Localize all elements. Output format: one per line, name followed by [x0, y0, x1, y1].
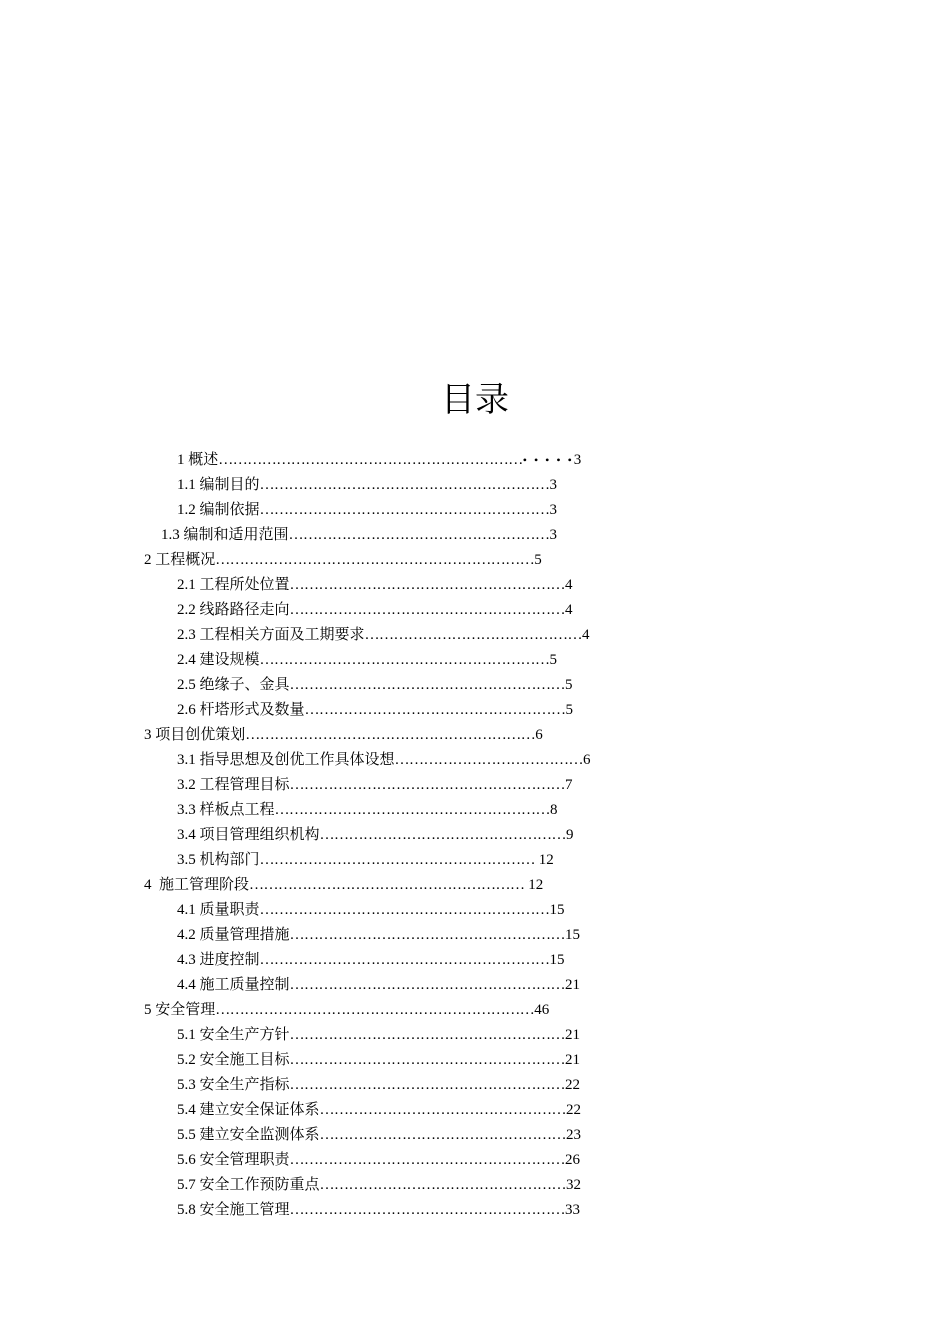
- toc-entry-page: 6: [535, 727, 543, 743]
- toc-entry-label: 5 安全管理: [144, 1002, 216, 1018]
- toc-title: 目录: [441, 380, 509, 420]
- toc-entry-page: 33: [565, 1202, 581, 1218]
- toc-entry-label: 4.3 进度控制: [177, 952, 260, 968]
- toc-entry-5-2[interactable]: [177, 1048, 580, 1073]
- toc-entry-3-5[interactable]: [177, 848, 554, 873]
- toc-entry-label: 1 概述: [177, 452, 219, 468]
- toc-entry-leader: ……………………………………………………: [259, 652, 550, 668]
- toc-entry-leader: …………………………………………………: [289, 602, 566, 618]
- toc-entry-label: 2.1 工程所处位置: [177, 577, 290, 593]
- toc-entry-page: 4: [582, 627, 590, 643]
- toc-entry-label: 2.3 工程相关方面及工期要求: [177, 627, 365, 643]
- toc-entry-4-1[interactable]: [177, 898, 565, 923]
- toc-entry-leader: …………………………………………………: [259, 852, 536, 868]
- toc-entry-3-4[interactable]: [177, 823, 574, 848]
- toc-entry-label: 5.2 安全施工目标: [177, 1052, 290, 1068]
- toc-entry-leader: ……………………………………………………: [259, 477, 550, 493]
- toc-entry-2-6[interactable]: [177, 698, 573, 723]
- toc-entry-page: 12: [535, 852, 554, 868]
- toc-entry-page: 26: [565, 1152, 581, 1168]
- toc-entry-1-1[interactable]: [177, 473, 557, 498]
- toc-entry-leader: …………………………………………………: [289, 1052, 566, 1068]
- toc-entry-5-5[interactable]: [177, 1123, 581, 1148]
- toc-entry-5-3[interactable]: [177, 1073, 580, 1098]
- toc-entry-label: 5.4 建立安全保证体系: [177, 1102, 320, 1118]
- toc-entry-leader: ………………………………………………: [304, 702, 566, 718]
- toc-entry-label: 4 施工管理阶段: [144, 877, 250, 893]
- toc-entry-leader: …………………………………………………: [249, 877, 525, 893]
- toc-entry-label: 3.2 工程管理目标: [177, 777, 290, 793]
- toc-entry-1[interactable]: [177, 448, 581, 473]
- toc-entry-3-2[interactable]: [177, 773, 573, 798]
- toc-entry-5-8[interactable]: [177, 1198, 580, 1223]
- toc-entry-page: 12: [524, 877, 544, 893]
- toc-entry-5-7[interactable]: [177, 1173, 581, 1198]
- toc-entry-label: 4.1 质量职责: [177, 902, 260, 918]
- toc-entry-leader: ……………………………………………………: [259, 952, 550, 968]
- toc-entry-leader: …………………………………: [394, 752, 584, 768]
- toc-entry-page: 32: [566, 1177, 582, 1193]
- toc-entry-leader: …………………………………………………: [289, 1202, 566, 1218]
- toc-entry-leader: …………………………………………………: [289, 777, 566, 793]
- toc-entry-leader: ……………………………………………………: [245, 727, 536, 743]
- toc-entry-page: 6: [583, 752, 591, 768]
- toc-entry-label: 3 项目创优策划: [144, 727, 246, 743]
- toc-entry-label: 5.3 安全生产指标: [177, 1077, 290, 1093]
- toc-entry-page: 5: [549, 652, 558, 668]
- toc-entry-label: 3.5 机构部门: [177, 852, 260, 868]
- toc-entry-leader: ……………………………………………………: [259, 502, 550, 518]
- toc-entry-label: 2.6 杆塔形式及数量: [177, 702, 305, 718]
- toc-entry-1-3[interactable]: [161, 523, 557, 548]
- toc-entry-label: 3.1 指导思想及创优工作具体设想: [177, 752, 395, 768]
- toc-entry-page: 3: [549, 527, 558, 543]
- toc-entry-page: 4: [565, 602, 573, 618]
- toc-entry-5-4[interactable]: [177, 1098, 581, 1123]
- toc-entry-3[interactable]: [144, 723, 543, 748]
- toc-entry-dots: • • • • •: [522, 453, 574, 467]
- toc-entry-leader: ………………………………………: [364, 627, 583, 643]
- toc-entry-label: 2.5 绝缘子、金具: [177, 677, 290, 693]
- toc-entry-1-2[interactable]: [177, 498, 557, 523]
- toc-entry-page: 4: [565, 577, 573, 593]
- toc-entry-label: 5.5 建立安全监测体系: [177, 1127, 320, 1143]
- toc-entry-page: 21: [565, 1052, 581, 1068]
- toc-entry-3-1[interactable]: [177, 748, 591, 773]
- toc-entry-2-1[interactable]: [177, 573, 573, 598]
- toc-entry-leader: …………………………………………………: [289, 927, 566, 943]
- toc-entry-leader: …………………………………………………: [289, 677, 566, 693]
- toc-entry-leader: …………………………………………………: [289, 1152, 566, 1168]
- toc-entry-page: 8: [550, 802, 558, 818]
- toc-entry-label: 1.2 编制依据: [177, 502, 260, 518]
- toc-entry-page: 5: [565, 702, 574, 718]
- toc-entry-page: 46: [534, 1002, 550, 1018]
- toc-entry-page: 3: [549, 477, 558, 493]
- toc-entry-leader: ………………………………………………: [288, 527, 550, 543]
- toc-entry-page: 9: [566, 827, 574, 843]
- toc-entry-leader: …………………………………………………: [274, 802, 551, 818]
- toc-entry-label: 4.4 施工质量控制: [177, 977, 290, 993]
- toc-entry-leader: …………………………………………………: [289, 1077, 566, 1093]
- toc-entry-leader: ………………………………………………………: [218, 452, 523, 468]
- toc-entry-label: 5.6 安全管理职责: [177, 1152, 290, 1168]
- toc-entry-leader: ……………………………………………: [319, 1127, 567, 1143]
- toc-entry-leader: ……………………………………………: [319, 827, 567, 843]
- toc-entry-page: 21: [565, 977, 581, 993]
- toc-entry-page: 21: [565, 1027, 581, 1043]
- toc-entry-leader: …………………………………………………: [289, 577, 566, 593]
- toc-entry-label: 5.7 安全工作预防重点: [177, 1177, 320, 1193]
- toc-entry-4-3[interactable]: [177, 948, 565, 973]
- toc-entry-5[interactable]: [144, 998, 549, 1023]
- toc-entry-2-4[interactable]: [177, 648, 557, 673]
- toc-entry-4[interactable]: [144, 873, 543, 898]
- toc-entry-leader: …………………………………………………………: [215, 552, 535, 568]
- toc-entry-leader: …………………………………………………: [289, 1027, 566, 1043]
- toc-entry-page: 5: [534, 552, 542, 568]
- toc-entry-leader: ……………………………………………: [319, 1177, 567, 1193]
- toc-entry-label: 2.2 线路路径走向: [177, 602, 290, 618]
- toc-entry-2-2[interactable]: [177, 598, 573, 623]
- toc-entry-5-1[interactable]: [177, 1023, 580, 1048]
- toc-entry-page: 3: [549, 502, 558, 518]
- toc-entry-label: 3.4 项目管理组织机构: [177, 827, 320, 843]
- toc-entry-page: 7: [565, 777, 573, 793]
- toc-entry-4-2[interactable]: [177, 923, 580, 948]
- toc-entry-leader: ……………………………………………: [319, 1102, 567, 1118]
- toc-entry-page: 3: [573, 452, 582, 468]
- toc-entry-page: 22: [565, 1077, 581, 1093]
- toc-entry-page: 22: [566, 1102, 582, 1118]
- toc-entry-label: 2 工程概况: [144, 552, 216, 568]
- toc-entry-4-4[interactable]: [177, 973, 580, 998]
- toc-entry-5-6[interactable]: [177, 1148, 580, 1173]
- toc-entry-leader: ……………………………………………………: [259, 902, 550, 918]
- toc-entry-label: 5.8 安全施工管理: [177, 1202, 290, 1218]
- toc-entry-3-3[interactable]: [177, 798, 558, 823]
- toc-entry-page: 5: [565, 677, 573, 693]
- toc-entry-label: 3.3 样板点工程: [177, 802, 275, 818]
- toc-entry-label: 1.3 编制和适用范围: [161, 527, 289, 543]
- toc-entry-leader: …………………………………………………………: [215, 1002, 535, 1018]
- toc-entry-label: 4.2 质量管理措施: [177, 927, 290, 943]
- toc-entry-page: 15: [549, 952, 565, 968]
- toc-entry-label: 5.1 安全生产方针: [177, 1027, 290, 1043]
- toc-entry-2[interactable]: [144, 548, 542, 573]
- toc-entry-page: 15: [549, 902, 565, 918]
- toc-entry-page: 15: [565, 927, 581, 943]
- toc-entry-leader: …………………………………………………: [289, 977, 566, 993]
- toc-entry-2-3[interactable]: [177, 623, 590, 648]
- toc-entry-label: 2.4 建设规模: [177, 652, 260, 668]
- toc-entry-page: 23: [566, 1127, 582, 1143]
- toc-entry-label: 1.1 编制目的: [177, 477, 260, 493]
- toc-entry-2-5[interactable]: [177, 673, 573, 698]
